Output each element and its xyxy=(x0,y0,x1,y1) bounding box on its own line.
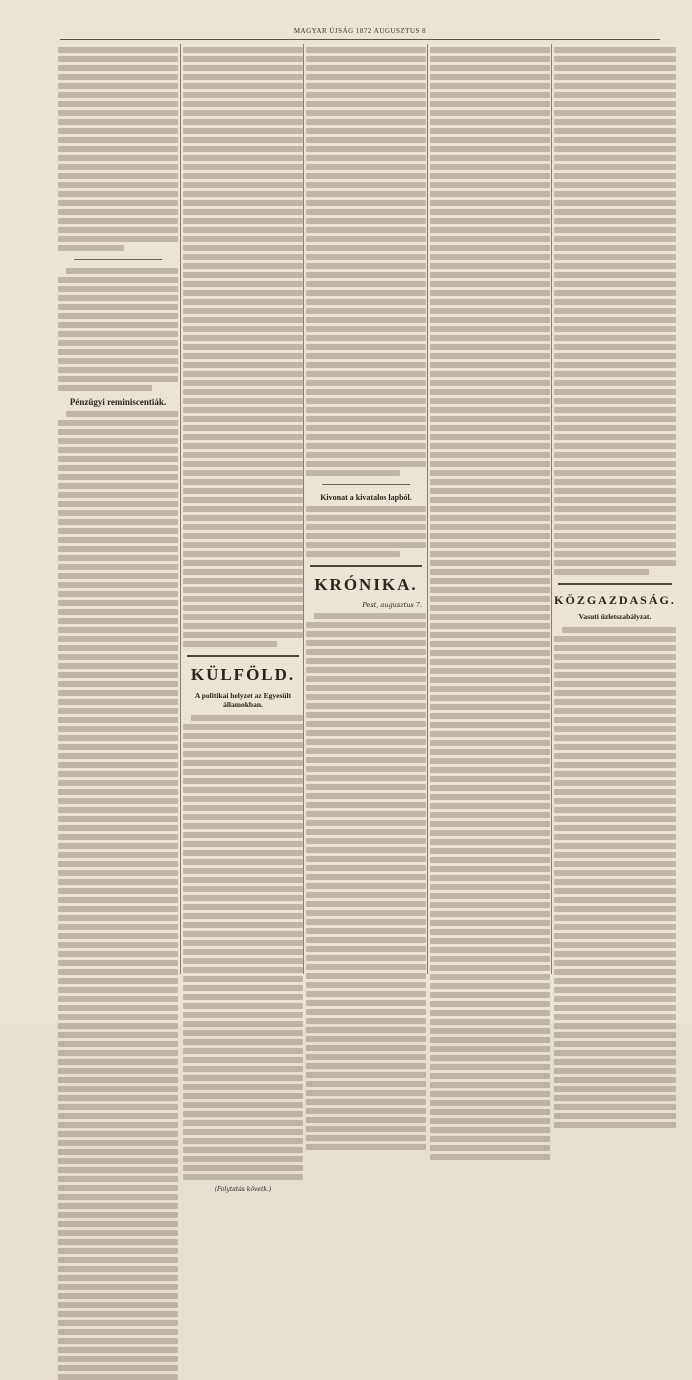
header-rule xyxy=(60,39,660,40)
section-divider xyxy=(74,259,162,260)
section-divider xyxy=(310,565,422,567)
column-3 xyxy=(306,44,426,974)
section-divider xyxy=(558,583,672,585)
article-text-block xyxy=(306,613,426,1150)
column-4 xyxy=(430,44,550,974)
article-text-block xyxy=(58,268,178,391)
article-text-block xyxy=(554,627,676,1128)
column-rule xyxy=(180,44,181,974)
column-1 xyxy=(58,44,178,974)
column-rule xyxy=(427,44,428,974)
column-rule xyxy=(551,44,552,974)
column-rule xyxy=(303,44,304,974)
running-head xyxy=(60,27,660,39)
running-head-text: MAGYAR ÚJSÁG 1872 AUGUSZTUS 8 xyxy=(293,27,427,35)
article-subheading: A politikai helyzet az Egyesült államokban. xyxy=(194,691,292,709)
article-text-block xyxy=(183,47,303,647)
official-gazette-title: Kivonat a kivatalos lapból. xyxy=(320,493,412,502)
dateline: Pest, augusztus 7. xyxy=(362,601,422,609)
article-text-block xyxy=(183,715,303,1180)
article-subheading: Vasuti üzletszabályzat. xyxy=(578,612,652,621)
article-text-block xyxy=(306,47,426,476)
section-divider xyxy=(187,655,299,657)
section-heading: Pénzügyi reminiscentiák. xyxy=(69,397,167,407)
column-2 xyxy=(183,44,303,1193)
section-divider xyxy=(322,484,410,485)
column-5 xyxy=(554,44,676,974)
article-text-block xyxy=(306,506,426,557)
section-heading-kozgazdasag: KÖZGAZDASÁG. xyxy=(554,593,676,607)
article-text-block xyxy=(430,47,550,1160)
article-text-block xyxy=(58,411,178,1380)
article-text-block xyxy=(554,47,676,575)
section-heading-kulfold: KÜLFÖLD. xyxy=(190,665,296,684)
continued-note: (Folytatás követk.) xyxy=(214,1186,272,1193)
article-text-block xyxy=(58,47,178,251)
section-heading-kronika: KRÓNIKA. xyxy=(314,575,418,594)
